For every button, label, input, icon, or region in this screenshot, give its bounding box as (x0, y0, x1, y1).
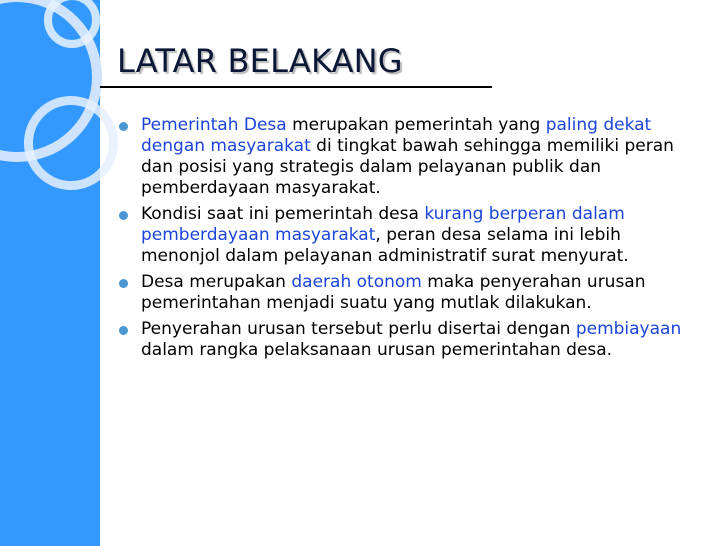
bullet-text (141, 319, 681, 360)
plain-text: di tingkat bawah sehingga memiliki peran dan posisi yang strategis dalam pelayanan publik dan pemberdayaan masyarakat. (141, 136, 674, 198)
decorative-circle-medium (24, 96, 118, 190)
plain-text: Penyerahan urusan tersebut perlu disertai dengan (141, 319, 576, 339)
highlight-text: paling dekat dengan masyarakat (141, 115, 652, 156)
highlight-text: pembiayaan (575, 319, 682, 339)
bullet-item (117, 272, 699, 314)
bullet-icon (119, 122, 128, 131)
title-underline (100, 86, 492, 88)
plain-text: , peran desa selama ini lebih menonjol dalam pelayanan administratif surat menyurat. (141, 225, 629, 266)
bullet-item (117, 319, 699, 361)
plain-text: Desa merupakan (141, 272, 292, 292)
bullet-icon (119, 211, 128, 220)
highlight-text: kurang berperan dalam pemberdayaan masyarakat (141, 204, 625, 245)
bullet-item (117, 204, 699, 267)
bullet-icon (119, 279, 128, 288)
slide-title: LATAR BELAKANG (117, 42, 403, 80)
bullet-text (141, 204, 629, 266)
plain-text: Kondisi saat ini pemerintah desa (141, 204, 425, 224)
bullet-list (117, 115, 699, 366)
bullet-icon (119, 326, 128, 335)
bullet-text (141, 272, 646, 313)
plain-text: merupakan pemerintah yang (286, 115, 546, 135)
highlight-text: Pemerintah Desa (141, 115, 287, 135)
plain-text: dalam rangka pelaksanaan urusan pemerintahan desa. (141, 340, 613, 360)
plain-text: maka penyerahan urusan pemerintahan menjadi suatu yang mutlak dilakukan. (141, 272, 646, 313)
bullet-text (141, 115, 674, 198)
highlight-text: daerah otonom (291, 272, 422, 292)
bullet-item (117, 115, 699, 199)
